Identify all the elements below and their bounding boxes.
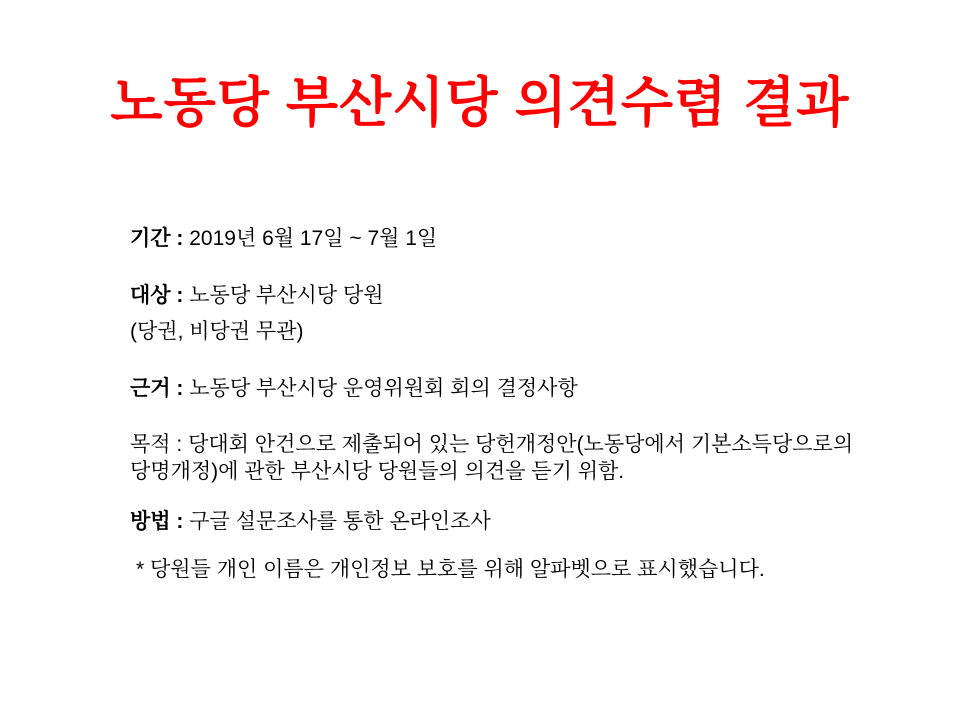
slide-body bbox=[130, 225, 870, 584]
basis-line bbox=[130, 375, 870, 402]
target-sub-line: (당권, 비당권 무관) bbox=[130, 319, 304, 343]
spacer bbox=[130, 486, 870, 508]
purpose-value: 당대회 안건으로 제출되어 있는 당헌개정안(노동당에서 기본소득당으로의 당명개정)에 관한 부산시당 당원들의 의견을 듣기 위함. bbox=[130, 433, 854, 484]
spacer bbox=[130, 345, 870, 375]
privacy-note: * 당원들 개인 이름은 개인정보 보호를 위해 알파벳으로 표시했습니다. bbox=[136, 558, 765, 582]
period-value: 2019년 6월 17일 ~ 7월 1일 bbox=[183, 227, 438, 250]
target-line bbox=[130, 282, 870, 309]
target-value: 노동당 부산시당 당원 bbox=[183, 284, 384, 308]
method-value: 구글 설문조사를 통한 온라인조사 bbox=[183, 509, 491, 533]
purpose-line bbox=[130, 432, 870, 486]
period-label: 기간 : bbox=[130, 227, 184, 250]
spacer bbox=[130, 252, 870, 282]
period-line bbox=[130, 225, 870, 252]
spacer bbox=[130, 402, 870, 432]
basis-label: 근거 : bbox=[130, 376, 184, 400]
purpose-label: 목적 : bbox=[130, 433, 183, 457]
method-label: 방법 : bbox=[130, 509, 184, 533]
spacer bbox=[130, 310, 870, 318]
page-title: 노동당 부산시당 의견수렴 결과 bbox=[110, 73, 850, 133]
target-label: 대상 : bbox=[130, 284, 184, 308]
basis-value: 노동당 부산시당 운영위원회 회의 결정사항 bbox=[183, 376, 578, 400]
method-line bbox=[130, 508, 870, 535]
spacer bbox=[130, 535, 870, 557]
